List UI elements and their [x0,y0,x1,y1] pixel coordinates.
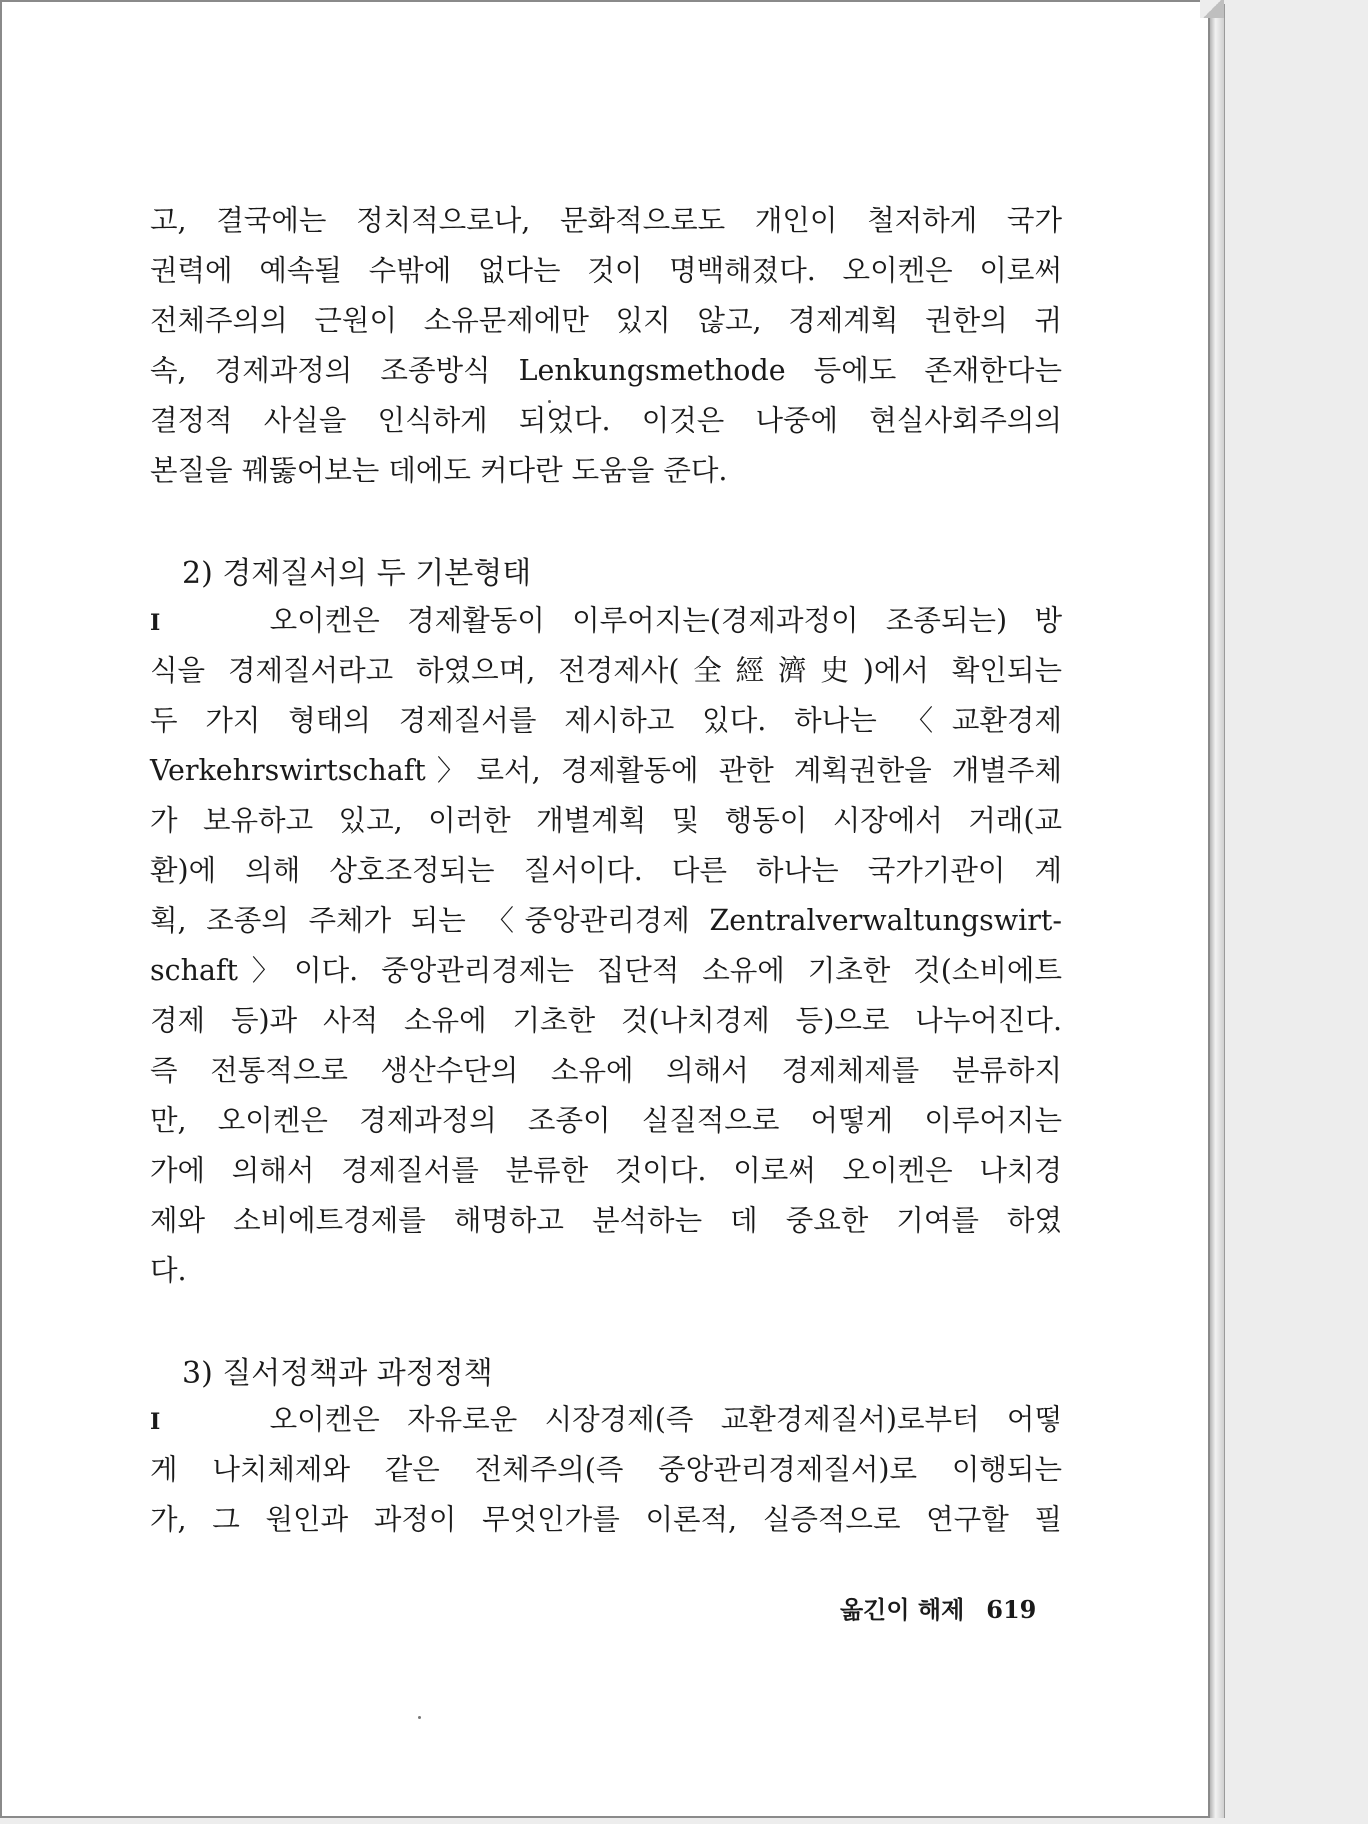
text-line: 결정적 사실을 인식하게 되었다. 이것은 나중에 현실사회주의의 [150,404,1062,437]
page-footer [840,1590,1036,1625]
text-line: 가 보유하고 있고, 이러한 개별계획 및 행동이 시장에서 거래(교 [150,804,1062,837]
text-line-content: 오이켄은 경제활동이 이루어지는(경제과정이 조종되는) 방 [269,604,1062,637]
paragraph-marker: I [150,1409,161,1435]
text-line: 두 가지 형태의 경제질서를 제시하고 있다. 하나는 〈교환경제 [150,704,1062,737]
paragraph-1 [150,196,1062,496]
text-line: 만, 오이켄은 경제과정의 조종이 실질적으로 어떻게 이루어지는 [150,1104,1062,1137]
text-line: 경제 등)과 사적 소유에 기초한 것(나치경제 등)으로 나누어진다. [150,1004,1062,1037]
scan-speck [418,1716,421,1719]
text-line: 환)에 의해 상호조정되는 질서이다. 다른 하나는 국가기관이 계 [150,854,1062,887]
text-line: 제와 소비에트경제를 해명하고 분석하는 데 중요한 기여를 하였 [150,1204,1062,1237]
text-line: schaft〉이다. 중앙관리경제는 집단적 소유에 기초한 것(소비에트 [150,954,1062,987]
section-2-body [150,596,1062,1296]
section-3-body [150,1395,1062,1545]
text-line: 본질을 꿰뚫어보는 데에도 커다란 도움을 준다. [150,454,728,487]
page-number: 619 [986,1595,1037,1624]
text-line: 가에 의해서 경제질서를 분류한 것이다. 이로써 오이켄은 나치경 [150,1154,1062,1187]
text-line: 게 나치체제와 같은 전체주의(즉 중앙관리경제질서)로 이행되는 [150,1453,1062,1486]
text-line [150,1395,1062,1445]
text-line: 전체주의의 근원이 소유문제에만 있지 않고, 경제계획 권한의 귀 [150,304,1062,337]
text-line: 가, 그 원인과 과정이 무엇인가를 이론적, 실증적으로 연구할 필 [150,1503,1062,1536]
page-edge [1210,4,1225,1818]
paragraph-marker: I [150,610,161,636]
section-2-heading: 2) 경제질서의 두 기본형태 [182,556,532,591]
text-line [150,596,1062,646]
page-corner [1200,0,1224,18]
text-line: Verkehrswirtschaft〉로서, 경제활동에 관한 계획권한을 개별주체 [150,754,1062,787]
text-line: 속, 경제과정의 조종방식 Lenkungsmethode 등에도 존재한다는 [150,354,1062,387]
text-line: 다. [150,1254,187,1287]
text-line: 획, 조종의 주체가 되는 〈중앙관리경제 Zentralverwaltungswirt- [150,904,1062,937]
text-line: 권력에 예속될 수밖에 없다는 것이 명백해졌다. 오이켄은 이로써 [150,254,1062,287]
section-3-heading: 3) 질서정책과 과정정책 [182,1356,493,1391]
text-line: 즉 전통적으로 생산수단의 소유에 의해서 경제체제를 분류하지 [150,1054,1062,1087]
running-title: 옮긴이 해제 [840,1595,965,1624]
text-line: 고, 결국에는 정치적으로나, 문화적으로도 개인이 철저하게 국가 [150,204,1062,237]
text-line-content: 오이켄은 자유로운 시장경제(즉 교환경제질서)로부터 어떻 [269,1403,1062,1436]
scan-speck [548,400,551,403]
text-line: 식을 경제질서라고 하였으며, 전경제사(全經濟史)에서 확인되는 [150,654,1062,687]
